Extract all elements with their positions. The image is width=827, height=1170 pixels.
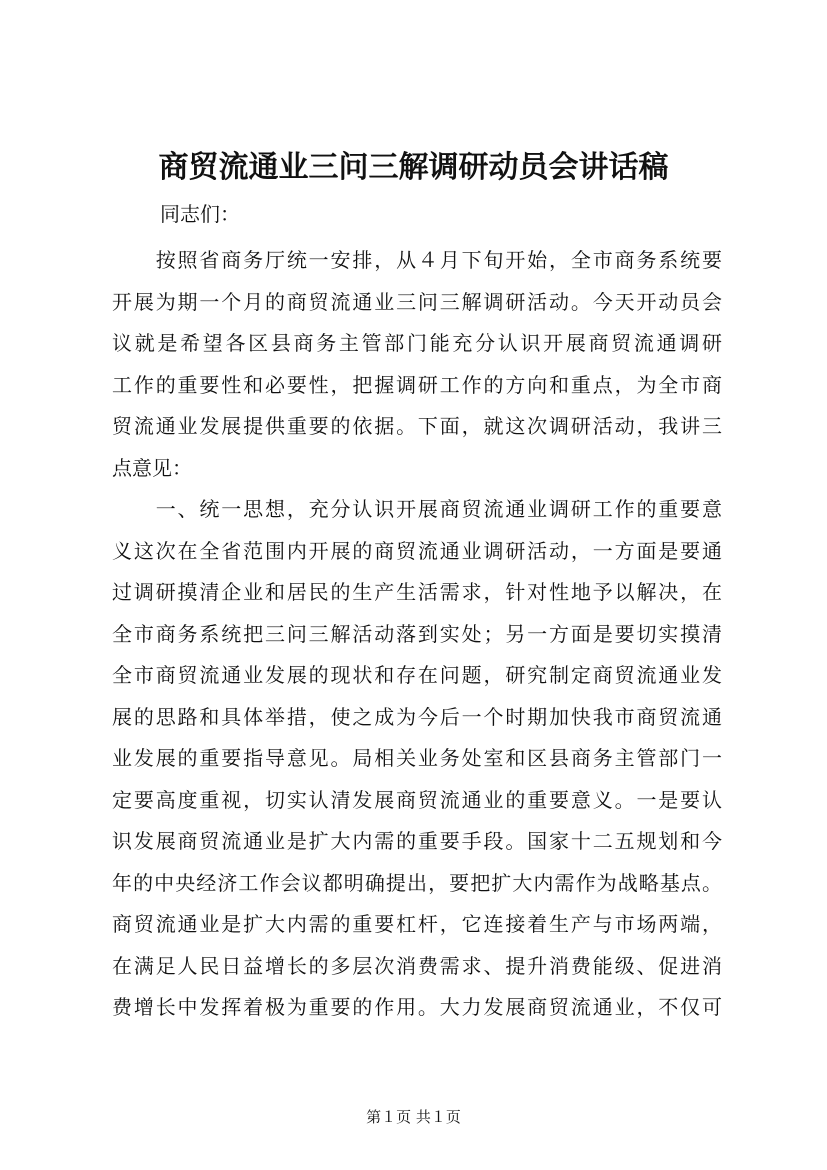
body-line: 定要高度重视，切实认清发展商贸流通业的重要意义。一是要认 bbox=[112, 787, 722, 812]
body-line: 费增长中发挥着极为重要的作用。大力发展商贸流通业，不仅可 bbox=[112, 995, 722, 1019]
body-line: 开展为期一个月的商贸流通业三问三解调研活动。今天开动员会 bbox=[112, 289, 722, 314]
body-line: 年的中央经济工作会议都明确提出，要把扩大内需作为战略基点。 bbox=[112, 870, 722, 895]
body-line: 贸流通业发展提供重要的依据。下面，就这次调研活动，我讲三 bbox=[112, 414, 722, 438]
body-line: 全市商贸流通业发展的现状和存在问题，研究制定商贸流通业发 bbox=[112, 663, 722, 687]
body-line: 义这次在全省范围内开展的商贸流通业调研活动，一方面是要通 bbox=[112, 538, 722, 563]
body-line: 识发展商贸流通业是扩大内需的重要手段。国家十二五规划和今 bbox=[112, 829, 722, 853]
body-line: 商贸流通业是扩大内需的重要杠杆，它连接着生产与市场两端， bbox=[112, 912, 722, 936]
body-line: 点意见： bbox=[112, 455, 192, 480]
body-text bbox=[112, 240, 722, 1029]
body-line: 议就是希望各区县商务主管部门能充分认识开展商贸流通调研 bbox=[112, 331, 722, 355]
body-line: 工作的重要性和必要性，把握调研工作的方向和重点，为全市商 bbox=[112, 372, 722, 397]
page-footer: 第１页 共１页 bbox=[366, 1108, 461, 1126]
salutation: 同志们： bbox=[160, 202, 240, 226]
body-line: 按照省商务厅统一安排，从４月下旬开始，全市商务系统要 bbox=[112, 248, 722, 272]
body-line: 一、统一思想，充分认识开展商贸流通业调研工作的重要意 bbox=[112, 497, 722, 521]
document-title: 商贸流通业三问三解调研动员会讲话稿 bbox=[158, 150, 669, 185]
body-line: 过调研摸清企业和居民的生产生活需求，针对性地予以解决，在 bbox=[112, 580, 722, 604]
body-line: 在满足人民日益增长的多层次消费需求、提升消费能级、促进消 bbox=[112, 953, 722, 978]
body-line: 全市商务系统把三问三解活动落到实处；另一方面是要切实摸清 bbox=[112, 621, 722, 646]
body-line: 展的思路和具体举措，使之成为今后一个时期加快我市商贸流通 bbox=[112, 704, 722, 729]
body-line: 业发展的重要指导意见。局相关业务处室和区县商务主管部门一 bbox=[112, 746, 722, 770]
